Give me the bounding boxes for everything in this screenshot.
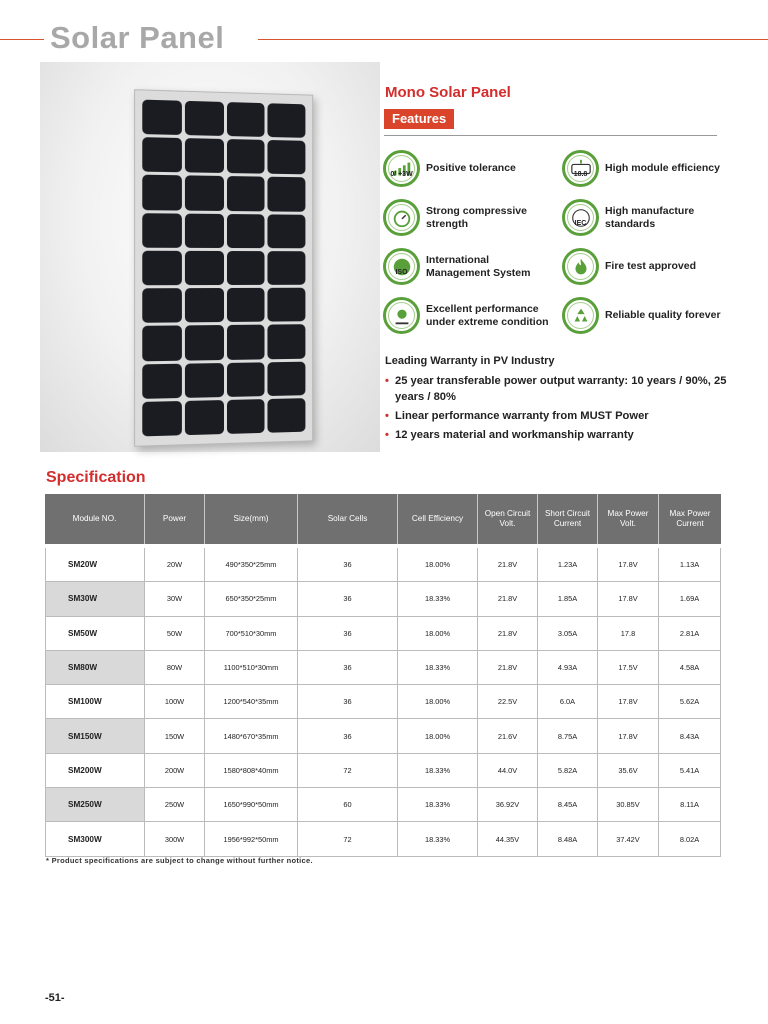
spec-cell: 17.8V (598, 719, 659, 753)
spec-cell: 150W (145, 719, 205, 753)
feature-label: Strong compressive strength (426, 204, 527, 230)
spec-cell: 72 (298, 822, 398, 856)
recycle-icon (562, 297, 599, 334)
solar-cell (268, 398, 306, 433)
spec-cell: 300W (145, 822, 205, 856)
solar-cell (226, 325, 264, 360)
solar-cell (185, 288, 224, 323)
solar-cell (226, 214, 264, 248)
spec-table (45, 494, 721, 857)
spec-cell: 700*510*30mm (205, 617, 298, 651)
spec-cell: 18.33% (398, 651, 478, 685)
spec-cell: 21.8V (478, 617, 538, 651)
feature-item (562, 297, 735, 334)
spec-cell: 18.33% (398, 754, 478, 788)
feature-item (383, 150, 556, 187)
spec-cell: 18.33% (398, 788, 478, 822)
solar-cell (226, 176, 264, 211)
icon-label: 0/ +3W (390, 171, 413, 178)
solar-panel-image (134, 89, 313, 447)
solar-cell (226, 399, 264, 434)
solar-cell (226, 102, 264, 137)
spec-cell: 60 (298, 788, 398, 822)
weather-icon (383, 297, 420, 334)
spec-cell: 20W (145, 548, 205, 582)
solar-cell (226, 362, 264, 397)
solar-cell (142, 100, 181, 136)
spec-cell: 80W (145, 651, 205, 685)
table-row (45, 548, 721, 582)
solar-cell (185, 213, 224, 248)
spec-cell: 3.05A (538, 617, 598, 651)
spec-cell: 44.0V (478, 754, 538, 788)
spec-cell: 4.93A (538, 651, 598, 685)
spec-cell: 1200*540*35mm (205, 685, 298, 719)
spec-cell: 18.00% (398, 548, 478, 582)
warranty-item: • 12 years material and workmanship warranty (385, 427, 735, 443)
feature-item (383, 248, 556, 285)
solar-cell (142, 213, 181, 248)
feature-item (562, 150, 735, 187)
spec-cell: 36 (298, 548, 398, 582)
model-cell: SM80W (45, 651, 145, 685)
model-cell: SM50W (45, 617, 145, 651)
col-header: Module NO. (45, 494, 145, 544)
spec-cell: 1650*990*50mm (205, 788, 298, 822)
spec-cell: 650*350*25mm (205, 582, 298, 616)
spec-cell: 8.11A (659, 788, 721, 822)
spec-cell: 8.48A (538, 822, 598, 856)
spec-cell: 6.0A (538, 685, 598, 719)
solar-cell (268, 214, 306, 248)
table-row (45, 685, 721, 719)
spec-cell: 8.43A (659, 719, 721, 753)
spec-cell: 8.75A (538, 719, 598, 753)
solar-cell (142, 401, 181, 437)
spec-cell: 36 (298, 651, 398, 685)
feature-label: International Management System (426, 253, 531, 279)
spec-cell: 490*350*25mm (205, 548, 298, 582)
feature-item (383, 297, 556, 334)
spec-cell: 30.85V (598, 788, 659, 822)
spec-cell: 44.35V (478, 822, 538, 856)
table-row (45, 582, 721, 616)
spec-cell: 50W (145, 617, 205, 651)
model-cell: SM250W (45, 788, 145, 822)
gauge-icon (383, 199, 420, 236)
spec-cell: 21.8V (478, 582, 538, 616)
solar-cell (142, 137, 181, 172)
solar-cell (268, 361, 306, 396)
spec-cell: 17.8V (598, 582, 659, 616)
spec-header-row (45, 494, 721, 544)
icon-label: 18.8 (573, 171, 588, 178)
fire-icon (562, 248, 599, 285)
spec-cell: 5.62A (659, 685, 721, 719)
header-rule-left (0, 39, 44, 40)
spec-cell: 17.8 (598, 617, 659, 651)
solar-cell (268, 103, 306, 138)
spec-cell: 200W (145, 754, 205, 788)
solar-cell (185, 400, 224, 435)
solar-cell (268, 177, 306, 211)
spec-cell: 1100*510*30mm (205, 651, 298, 685)
spec-cell: 37.42V (598, 822, 659, 856)
solar-cell (268, 288, 306, 322)
spec-cell: 250W (145, 788, 205, 822)
solar-cell (226, 288, 264, 322)
spec-cell: 21.8V (478, 548, 538, 582)
spec-cell: 17.8V (598, 548, 659, 582)
spec-cell: 18.00% (398, 719, 478, 753)
solar-cell (185, 251, 224, 285)
model-cell: SM300W (45, 822, 145, 856)
spec-cell: 18.00% (398, 685, 478, 719)
features-badge: Features (384, 109, 454, 129)
col-header: Solar Cells (298, 494, 398, 544)
spec-cell: 1480*670*35mm (205, 719, 298, 753)
spec-cell: 36 (298, 685, 398, 719)
product-photo (40, 62, 380, 452)
spec-cell: 1580*808*40mm (205, 754, 298, 788)
feature-label: Excellent performance under extreme condition (426, 302, 549, 328)
warranty-item: • Linear performance warranty from MUST Power (385, 408, 735, 424)
spec-cell: 100W (145, 685, 205, 719)
solar-cell (142, 288, 181, 323)
spec-cell: 35.6V (598, 754, 659, 788)
spec-cell: 18.33% (398, 582, 478, 616)
spec-cell: 18.33% (398, 822, 478, 856)
solar-cell (185, 176, 224, 211)
col-header: Max Power Volt. (598, 494, 659, 544)
spec-cell: 2.81A (659, 617, 721, 651)
col-header: Max Power Current (659, 494, 721, 544)
solar-cell (142, 363, 181, 398)
solar-cell (142, 251, 181, 286)
features-divider (384, 135, 717, 136)
solar-cell (185, 138, 224, 173)
table-row (45, 719, 721, 753)
model-cell: SM200W (45, 754, 145, 788)
icon-label: IEC (574, 220, 587, 227)
table-row (45, 822, 721, 856)
spec-cell: 22.5V (478, 685, 538, 719)
spec-cell: 1956*992*50mm (205, 822, 298, 856)
warranty-title: Leading Warranty in PV Industry (385, 355, 555, 367)
table-row (45, 754, 721, 788)
solar-cell (226, 251, 264, 285)
col-header: Cell Efficiency (398, 494, 478, 544)
spec-cell: 8.45A (538, 788, 598, 822)
col-header: Size(mm) (205, 494, 298, 544)
spec-cell: 18.00% (398, 617, 478, 651)
table-row (45, 788, 721, 822)
spec-cell: 36 (298, 617, 398, 651)
spec-cell: 1.69A (659, 582, 721, 616)
spec-cell: 21.6V (478, 719, 538, 753)
feature-label: Positive tolerance (426, 162, 516, 174)
col-header: Short Circuit Current (538, 494, 598, 544)
efficiency-icon (562, 150, 599, 187)
warranty-item: • 25 year transferable power output warranty: 10 years / 90%, 25 years / 80% (385, 373, 735, 405)
solar-cell (268, 325, 306, 359)
iec-icon (562, 199, 599, 236)
feature-label: Fire test approved (605, 260, 697, 272)
icon-label: ISO (395, 269, 408, 276)
feature-item (383, 199, 556, 236)
spec-cell: 1.85A (538, 582, 598, 616)
solar-cell (226, 139, 264, 174)
spec-cell: 36.92V (478, 788, 538, 822)
feature-label: High module efficiency (605, 162, 720, 174)
page-title: Solar Panel (50, 20, 225, 55)
col-header: Open Circuit Volt. (478, 494, 538, 544)
spec-cell: 5.82A (538, 754, 598, 788)
feature-label: High manufacture standards (605, 204, 695, 230)
solar-cell (268, 251, 306, 285)
solar-cell (185, 325, 224, 360)
solar-cell (142, 326, 181, 361)
spec-cell: 1.13A (659, 548, 721, 582)
header-rule-right (258, 39, 768, 40)
model-cell: SM150W (45, 719, 145, 753)
spec-cell: 36 (298, 719, 398, 753)
col-header: Power (145, 494, 205, 544)
table-row (45, 651, 721, 685)
spec-cell: 17.5V (598, 651, 659, 685)
table-row (45, 617, 721, 651)
spec-cell: 17.8V (598, 685, 659, 719)
spec-cell: 72 (298, 754, 398, 788)
spec-cell: 30W (145, 582, 205, 616)
model-cell: SM100W (45, 685, 145, 719)
warranty-list (385, 373, 735, 446)
solar-cell (185, 101, 224, 136)
feature-item (562, 248, 735, 285)
model-cell: SM20W (45, 548, 145, 582)
spec-cell: 1.23A (538, 548, 598, 582)
page-number: -51- (45, 992, 65, 1004)
solar-cell (185, 363, 224, 398)
iso-icon (383, 248, 420, 285)
spec-title: Specification (46, 469, 146, 486)
solar-cell (268, 140, 306, 175)
spec-cell: 8.02A (659, 822, 721, 856)
spec-notice: * Product specifications are subject to change without further notice. (46, 856, 313, 865)
feature-item (562, 199, 735, 236)
feature-label: Reliable quality forever (605, 309, 721, 321)
model-cell: SM30W (45, 582, 145, 616)
spec-cell: 5.41A (659, 754, 721, 788)
spec-cell: 36 (298, 582, 398, 616)
solar-cell (142, 175, 181, 210)
spec-cell: 4.58A (659, 651, 721, 685)
spec-cell: 21.8V (478, 651, 538, 685)
bar-graph-icon (383, 150, 420, 187)
product-title: Mono Solar Panel (385, 84, 511, 101)
